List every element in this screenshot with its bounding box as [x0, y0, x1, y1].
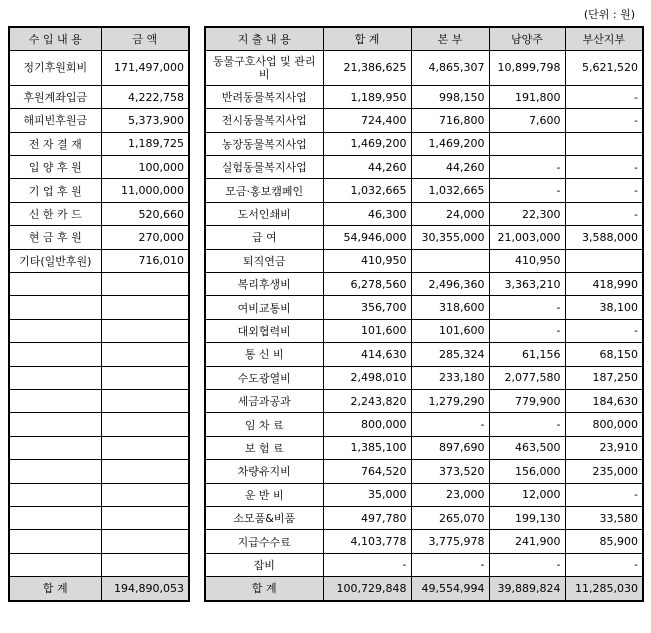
income-empty-cell	[9, 273, 101, 296]
expense-total-cell: 414,630	[323, 343, 411, 366]
expense-item-label: 차량유지비	[205, 460, 323, 483]
income-table	[8, 26, 190, 602]
expense-namyangju-cell	[489, 132, 565, 155]
income-empty-row	[9, 483, 189, 506]
expense-busan-cell: 33,580	[565, 506, 643, 529]
income-row	[9, 249, 189, 272]
expense-hq-cell: -	[411, 413, 489, 436]
expense-total-cell: 2,243,820	[323, 389, 411, 412]
income-empty-cell	[9, 460, 101, 483]
expense-item-label: 실험동물복지사업	[205, 156, 323, 179]
income-item-label: 전 자 결 재	[9, 132, 101, 155]
income-empty-row	[9, 343, 189, 366]
expense-item-label: 동물구호사업 및 관리비	[205, 50, 323, 85]
expense-item-label: 여비교통비	[205, 296, 323, 319]
expense-busan-cell: 3,588,000	[565, 226, 643, 249]
expense-total-cell: 54,946,000	[323, 226, 411, 249]
expense-total-cell: 46,300	[323, 202, 411, 225]
expense-busan-cell: -	[565, 202, 643, 225]
expense-item-label: 세금과공과	[205, 389, 323, 412]
expense-item-label: 지급수수료	[205, 530, 323, 553]
expense-row	[205, 50, 643, 85]
expense-total-cell: 6,278,560	[323, 273, 411, 296]
expense-busan-cell: 38,100	[565, 296, 643, 319]
income-empty-cell	[101, 296, 189, 319]
expense-total-cell: 497,780	[323, 506, 411, 529]
expense-namyangju-cell: -	[489, 179, 565, 202]
income-empty-cell	[101, 366, 189, 389]
income-item-amount: 171,497,000	[101, 50, 189, 85]
income-item-label: 후원계좌입금	[9, 85, 101, 108]
income-total-row	[9, 577, 189, 601]
expense-hq-cell: 998,150	[411, 85, 489, 108]
expense-namyangju-cell: 12,000	[489, 483, 565, 506]
expense-row	[205, 132, 643, 155]
income-item-amount: 716,010	[101, 249, 189, 272]
expense-busan-cell: -	[565, 483, 643, 506]
income-empty-cell	[101, 389, 189, 412]
expense-grand-namyangju: 39,889,824	[489, 577, 565, 601]
expense-item-label: 퇴직연금	[205, 249, 323, 272]
income-empty-cell	[9, 506, 101, 529]
income-row	[9, 50, 189, 85]
income-item-amount: 1,189,725	[101, 132, 189, 155]
income-empty-cell	[9, 296, 101, 319]
expense-item-label: 임 차 료	[205, 413, 323, 436]
income-item-label: 입 양 후 원	[9, 156, 101, 179]
expense-row	[205, 483, 643, 506]
expense-item-label: 보 험 료	[205, 436, 323, 459]
expense-item-label: 소모품&비품	[205, 506, 323, 529]
expense-total-cell: -	[323, 553, 411, 576]
expense-namyangju-cell: 2,077,580	[489, 366, 565, 389]
expense-namyangju-cell: -	[489, 156, 565, 179]
expense-grand-busan: 11,285,030	[565, 577, 643, 601]
expense-row	[205, 249, 643, 272]
income-total-amount: 194,890,053	[101, 577, 189, 601]
expense-row	[205, 506, 643, 529]
expense-row	[205, 273, 643, 296]
expense-row	[205, 389, 643, 412]
income-header-row	[9, 27, 189, 50]
income-empty-cell	[101, 273, 189, 296]
expense-header-hq: 본 부	[411, 27, 489, 50]
expense-hq-cell: 716,800	[411, 109, 489, 132]
expense-hq-cell: 1,469,200	[411, 132, 489, 155]
expense-row	[205, 413, 643, 436]
expense-item-label: 농장동물복지사업	[205, 132, 323, 155]
income-empty-row	[9, 436, 189, 459]
income-empty-row	[9, 506, 189, 529]
expense-hq-cell: 373,520	[411, 460, 489, 483]
income-empty-row	[9, 273, 189, 296]
income-empty-cell	[101, 436, 189, 459]
income-row	[9, 226, 189, 249]
expense-namyangju-cell: 22,300	[489, 202, 565, 225]
expense-row	[205, 319, 643, 342]
expense-total-cell: 44,260	[323, 156, 411, 179]
expense-hq-cell: 1,032,665	[411, 179, 489, 202]
expense-header-item: 지 출 내 용	[205, 27, 323, 50]
expense-item-label: 통 신 비	[205, 343, 323, 366]
expense-row	[205, 85, 643, 108]
income-empty-cell	[101, 413, 189, 436]
expense-table	[204, 26, 644, 602]
income-total-label: 합 계	[9, 577, 101, 601]
income-item-amount: 5,373,900	[101, 109, 189, 132]
expense-header-busan: 부산지부	[565, 27, 643, 50]
income-row	[9, 179, 189, 202]
expense-row	[205, 366, 643, 389]
income-item-label: 정기후원회비	[9, 50, 101, 85]
expense-total-cell: 35,000	[323, 483, 411, 506]
expense-row	[205, 553, 643, 576]
expense-grand-total: 100,729,848	[323, 577, 411, 601]
income-empty-row	[9, 366, 189, 389]
expense-row	[205, 202, 643, 225]
expense-header-row	[205, 27, 643, 50]
expense-busan-cell: -	[565, 319, 643, 342]
expense-total-cell: 356,700	[323, 296, 411, 319]
expense-item-label: 운 반 비	[205, 483, 323, 506]
expense-item-label: 잡비	[205, 553, 323, 576]
income-empty-cell	[9, 530, 101, 553]
expense-total-cell: 21,386,625	[323, 50, 411, 85]
income-empty-cell	[9, 343, 101, 366]
expense-namyangju-cell: -	[489, 553, 565, 576]
expense-row	[205, 179, 643, 202]
expense-hq-cell: 23,000	[411, 483, 489, 506]
expense-hq-cell: 318,600	[411, 296, 489, 319]
income-item-amount: 270,000	[101, 226, 189, 249]
expense-namyangju-cell: 241,900	[489, 530, 565, 553]
income-header-item: 수 입 내 용	[9, 27, 101, 50]
expense-hq-cell: 101,600	[411, 319, 489, 342]
expense-namyangju-cell: 191,800	[489, 85, 565, 108]
expense-hq-cell: 1,279,290	[411, 389, 489, 412]
income-item-amount: 100,000	[101, 156, 189, 179]
expense-total-cell: 1,189,950	[323, 85, 411, 108]
income-empty-cell	[9, 413, 101, 436]
expense-namyangju-cell: -	[489, 319, 565, 342]
income-header-amount: 금 액	[101, 27, 189, 50]
expense-busan-cell	[565, 132, 643, 155]
expense-hq-cell: 3,775,978	[411, 530, 489, 553]
income-empty-cell	[9, 553, 101, 576]
expense-hq-cell: 24,000	[411, 202, 489, 225]
expense-namyangju-cell: 10,899,798	[489, 50, 565, 85]
income-item-label: 해피빈후원금	[9, 109, 101, 132]
income-item-amount: 520,660	[101, 202, 189, 225]
expense-namyangju-cell: 21,003,000	[489, 226, 565, 249]
expense-busan-cell: 68,150	[565, 343, 643, 366]
expense-hq-cell: 44,260	[411, 156, 489, 179]
unit-label: (단위 : 원)	[583, 8, 635, 21]
income-empty-cell	[9, 319, 101, 342]
expense-grand-hq: 49,554,994	[411, 577, 489, 601]
expense-total-cell: 4,103,778	[323, 530, 411, 553]
expense-namyangju-cell: 61,156	[489, 343, 565, 366]
expense-header-total: 합 계	[323, 27, 411, 50]
expense-item-label: 반려동물복지사업	[205, 85, 323, 108]
expense-busan-cell: -	[565, 179, 643, 202]
expense-hq-cell: 30,355,000	[411, 226, 489, 249]
expense-row	[205, 156, 643, 179]
expense-hq-cell: 285,324	[411, 343, 489, 366]
expense-hq-cell: -	[411, 553, 489, 576]
income-empty-row	[9, 319, 189, 342]
income-empty-row	[9, 553, 189, 576]
expense-busan-cell: 5,621,520	[565, 50, 643, 85]
income-row	[9, 109, 189, 132]
expense-item-label: 수도광열비	[205, 366, 323, 389]
expense-busan-cell: 800,000	[565, 413, 643, 436]
income-row	[9, 132, 189, 155]
expense-header-namyangju: 남양주	[489, 27, 565, 50]
expense-namyangju-cell: 3,363,210	[489, 273, 565, 296]
expense-total-cell: 410,950	[323, 249, 411, 272]
expense-namyangju-cell: -	[489, 296, 565, 319]
income-item-amount: 4,222,758	[101, 85, 189, 108]
expense-hq-cell: 897,690	[411, 436, 489, 459]
income-empty-row	[9, 389, 189, 412]
expense-namyangju-cell: 463,500	[489, 436, 565, 459]
expense-item-label: 급 여	[205, 226, 323, 249]
expense-hq-cell: 2,496,360	[411, 273, 489, 296]
income-empty-cell	[101, 343, 189, 366]
income-empty-row	[9, 296, 189, 319]
expense-hq-cell: 233,180	[411, 366, 489, 389]
income-empty-cell	[101, 506, 189, 529]
expense-item-label: 전시동물복지사업	[205, 109, 323, 132]
expense-row	[205, 460, 643, 483]
income-empty-cell	[9, 436, 101, 459]
expense-namyangju-cell: 410,950	[489, 249, 565, 272]
expense-busan-cell: 187,250	[565, 366, 643, 389]
expense-total-cell: 2,498,010	[323, 366, 411, 389]
expense-busan-cell: 23,910	[565, 436, 643, 459]
expense-total-cell: 1,385,100	[323, 436, 411, 459]
expense-busan-cell: -	[565, 85, 643, 108]
income-item-label: 신 한 카 드	[9, 202, 101, 225]
expense-total-row	[205, 577, 643, 601]
income-empty-cell	[101, 460, 189, 483]
expense-busan-cell: -	[565, 553, 643, 576]
expense-total-cell: 800,000	[323, 413, 411, 436]
income-empty-row	[9, 413, 189, 436]
income-empty-cell	[101, 319, 189, 342]
income-empty-cell	[9, 483, 101, 506]
expense-row	[205, 436, 643, 459]
expense-busan-cell: 85,900	[565, 530, 643, 553]
expense-busan-cell	[565, 249, 643, 272]
expense-row	[205, 343, 643, 366]
expense-item-label: 복리후생비	[205, 273, 323, 296]
expense-busan-cell: 235,000	[565, 460, 643, 483]
income-empty-cell	[101, 553, 189, 576]
expense-busan-cell: -	[565, 109, 643, 132]
income-item-label: 기 업 후 원	[9, 179, 101, 202]
income-item-label: 현 금 후 원	[9, 226, 101, 249]
income-row	[9, 85, 189, 108]
income-empty-cell	[9, 389, 101, 412]
expense-namyangju-cell: 199,130	[489, 506, 565, 529]
expense-item-label: 모금·홍보캠페인	[205, 179, 323, 202]
income-empty-cell	[9, 366, 101, 389]
expense-total-cell: 1,032,665	[323, 179, 411, 202]
income-row	[9, 156, 189, 179]
income-empty-row	[9, 530, 189, 553]
expense-row	[205, 226, 643, 249]
expense-namyangju-cell: 779,900	[489, 389, 565, 412]
expense-namyangju-cell: 7,600	[489, 109, 565, 132]
expense-busan-cell: 184,630	[565, 389, 643, 412]
expense-total-cell: 764,520	[323, 460, 411, 483]
income-item-label: 기타(일반후원)	[9, 249, 101, 272]
expense-hq-cell	[411, 249, 489, 272]
expense-row	[205, 296, 643, 319]
expense-item-label: 대외협력비	[205, 319, 323, 342]
expense-total-cell: 101,600	[323, 319, 411, 342]
expense-busan-cell: 418,990	[565, 273, 643, 296]
expense-namyangju-cell: 156,000	[489, 460, 565, 483]
expense-hq-cell: 4,865,307	[411, 50, 489, 85]
expense-grand-label: 합 계	[205, 577, 323, 601]
income-empty-cell	[101, 530, 189, 553]
expense-hq-cell: 265,070	[411, 506, 489, 529]
income-item-amount: 11,000,000	[101, 179, 189, 202]
expense-row	[205, 530, 643, 553]
income-empty-row	[9, 460, 189, 483]
expense-total-cell: 1,469,200	[323, 132, 411, 155]
expense-namyangju-cell: -	[489, 413, 565, 436]
expense-row	[205, 109, 643, 132]
income-row	[9, 202, 189, 225]
expense-total-cell: 724,400	[323, 109, 411, 132]
expense-busan-cell: -	[565, 156, 643, 179]
income-empty-cell	[101, 483, 189, 506]
expense-item-label: 도서인쇄비	[205, 202, 323, 225]
